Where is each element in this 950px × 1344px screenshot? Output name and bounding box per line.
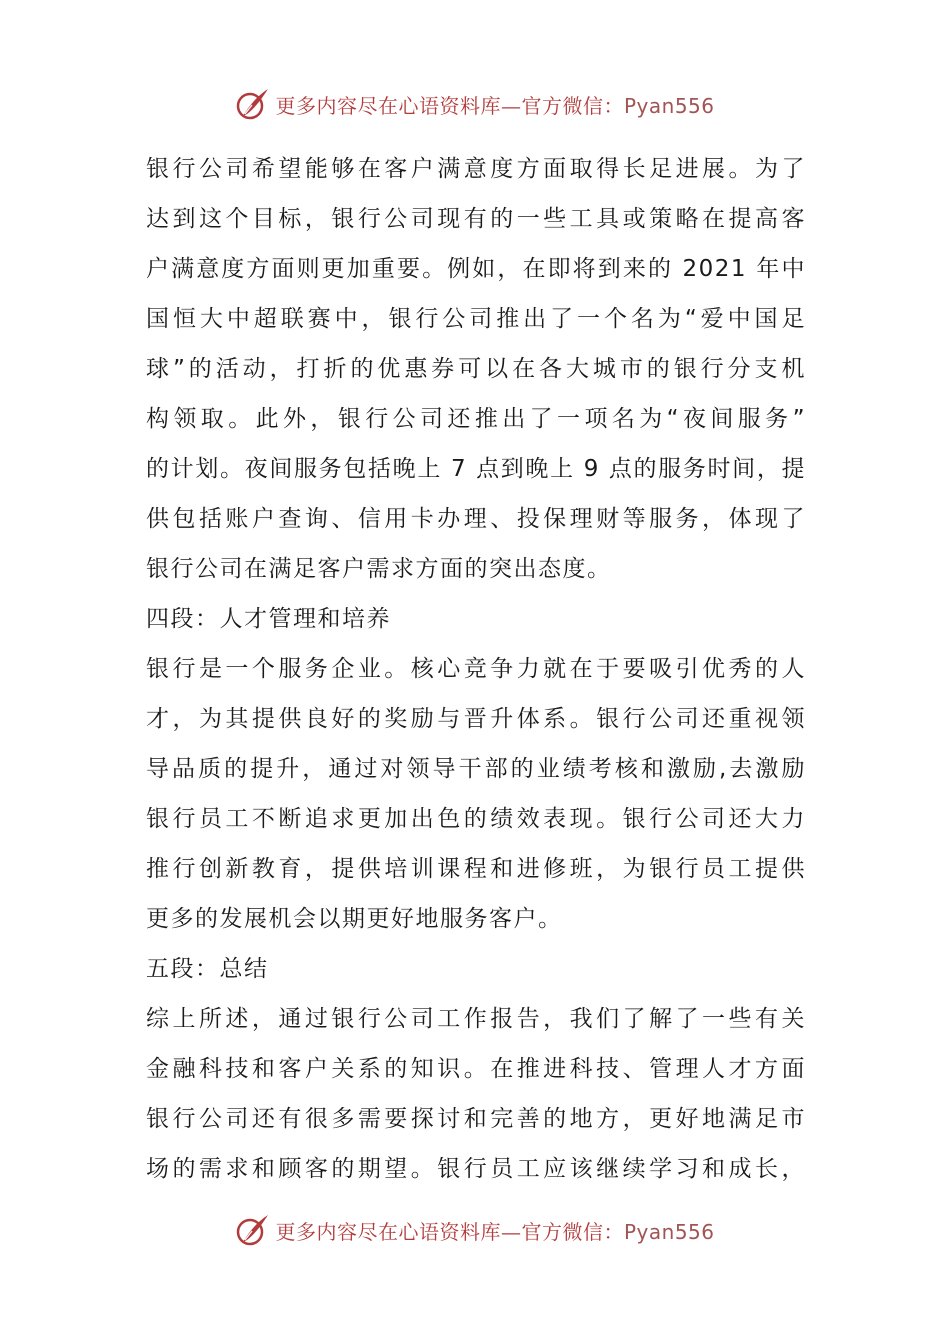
- text-line: 更多的发展机会以期更好地服务客户。: [146, 906, 563, 932]
- text-line: 银行公司还有很多需要探讨和完善的地方，更好地满足市: [146, 1106, 806, 1132]
- header-banner-text: [275, 90, 714, 119]
- quill-logo-icon: [235, 86, 271, 122]
- text-line: 达到这个目标，银行公司现有的一些工具或策略在提高客: [146, 206, 806, 232]
- header-wechat-id: Pyan556: [623, 93, 715, 118]
- footer-banner: [0, 1210, 950, 1250]
- footer-banner-label: 更多内容尽在心语资料库—官方微信：: [275, 1219, 624, 1244]
- text-line: 银行是一个服务企业。核心竞争力就在于要吸引优秀的人: [146, 656, 806, 682]
- header-banner-label: 更多内容尽在心语资料库—官方微信：: [275, 93, 624, 118]
- text-line: 球”的活动，打折的优惠券可以在各大城市的银行分支机: [146, 356, 806, 382]
- text-line: 银行公司希望能够在客户满意度方面取得长足进展。为了: [146, 156, 806, 182]
- footer-banner-text: [275, 1216, 714, 1245]
- section-heading-5: 五段：总结: [146, 956, 269, 982]
- text-line: 户满意度方面则更加重要。例如，在即将到来的 2021 年中: [146, 256, 806, 282]
- text-line: 银行公司在满足客户需求方面的突出态度。: [146, 556, 612, 582]
- text-line: 国恒大中超联赛中，银行公司推出了一个名为“爱中国足: [146, 306, 806, 332]
- footer-wechat-id: Pyan556: [623, 1219, 715, 1244]
- quill-logo-icon: [235, 1212, 271, 1248]
- text-line: 供包括账户查询、信用卡办理、投保理财等服务，体现了: [146, 506, 806, 532]
- text-line: 才，为其提供良好的奖励与晋升体系。银行公司还重视领: [146, 706, 806, 732]
- text-line: 推行创新教育，提供培训课程和进修班，为银行员工提供: [146, 856, 806, 882]
- text-line: 导品质的提升，通过对领导干部的业绩考核和激励,去激励: [146, 756, 806, 782]
- document-body: [146, 144, 806, 1194]
- text-line: 综上所述，通过银行公司工作报告，我们了解了一些有关: [146, 1006, 806, 1032]
- text-line: 银行员工不断追求更加出色的绩效表现。银行公司还大力: [146, 806, 806, 832]
- header-banner: [0, 84, 950, 124]
- text-line: 金融科技和客户关系的知识。在推进科技、管理人才方面: [146, 1056, 806, 1082]
- text-line: 的计划。夜间服务包括晚上 7 点到晚上 9 点的服务时间，提: [146, 456, 806, 482]
- text-line: 场的需求和顾客的期望。银行员工应该继续学习和成长，: [146, 1156, 806, 1182]
- section-heading-4: 四段：人才管理和培养: [146, 606, 391, 632]
- text-line: 构领取。此外，银行公司还推出了一项名为“夜间服务”: [146, 406, 806, 432]
